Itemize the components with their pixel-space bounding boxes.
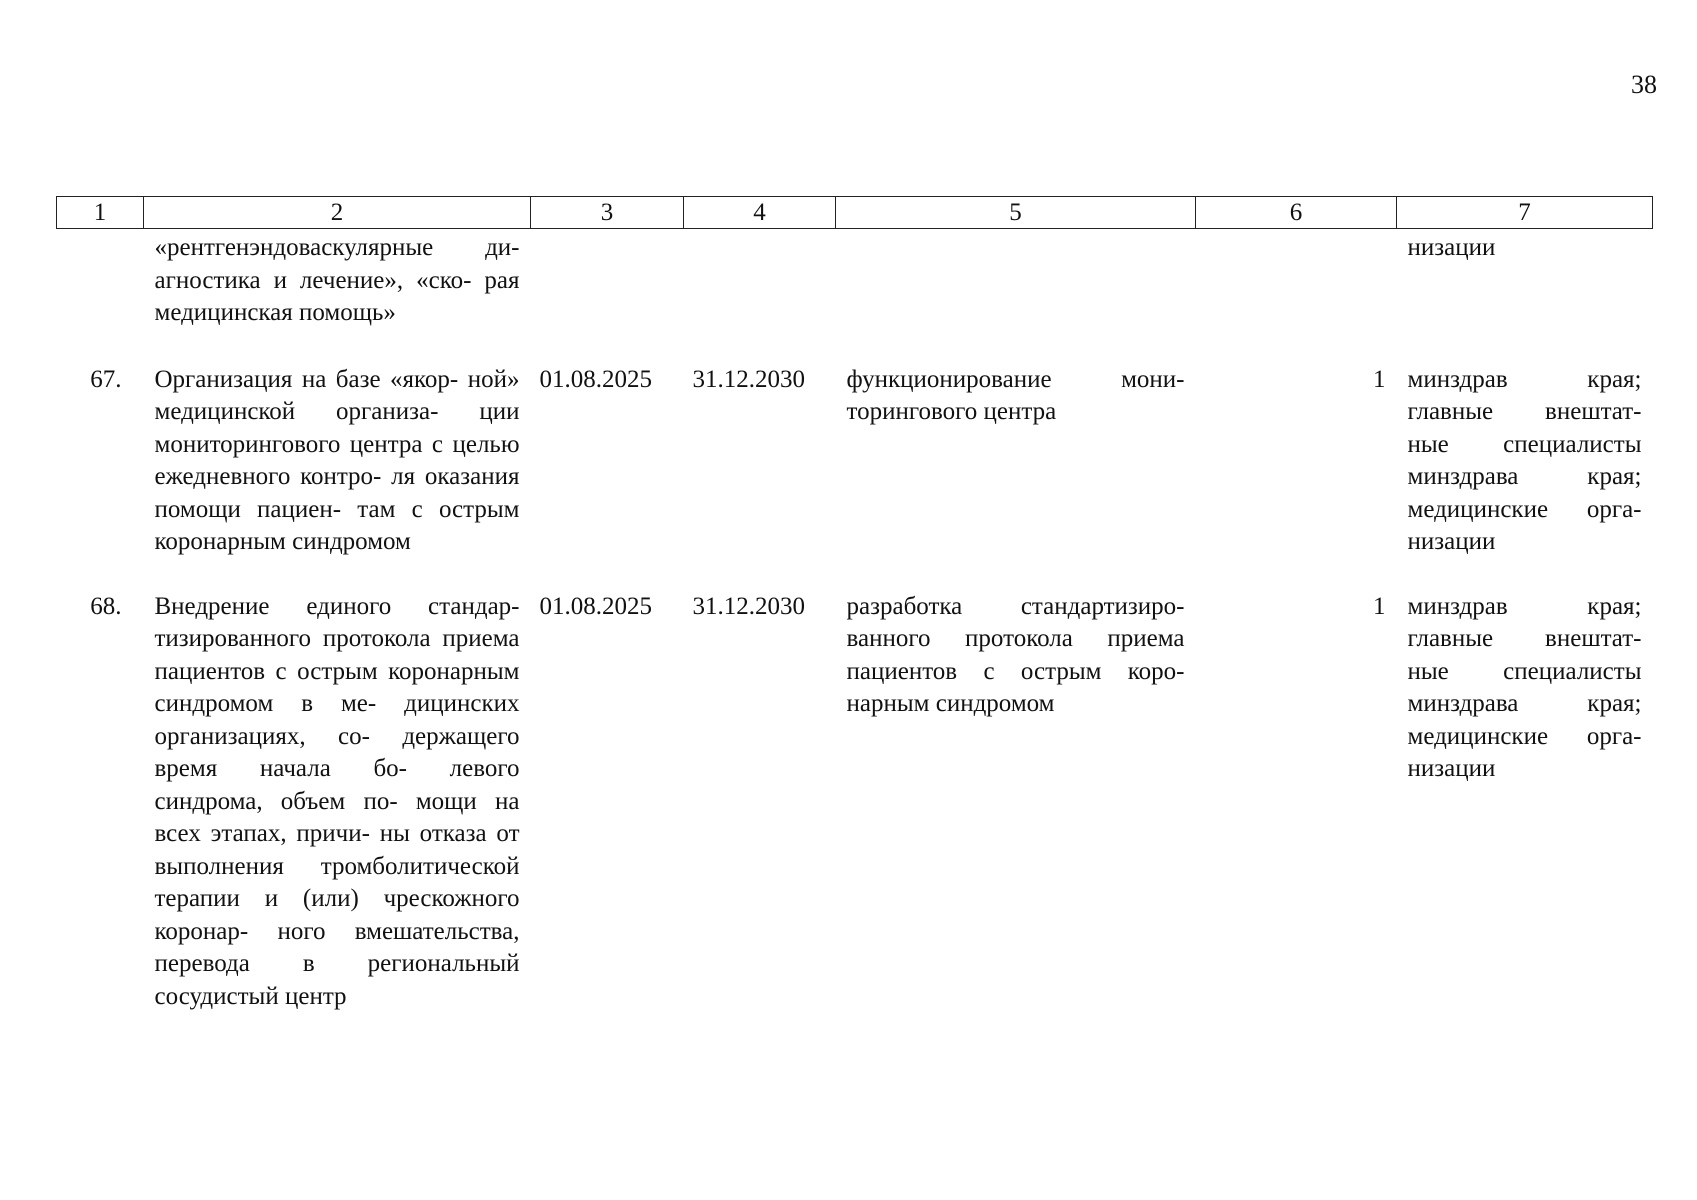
continuation-number-cell bbox=[57, 229, 144, 364]
column-number-header-row bbox=[57, 197, 1653, 229]
text-line: с целью ежедневного контро- bbox=[154, 430, 520, 490]
text-line: минздрав края; bbox=[1407, 592, 1642, 620]
page-number: 38 bbox=[1631, 70, 1657, 99]
text-line: синдромом bbox=[292, 528, 411, 555]
end-date: 31.12.2030 bbox=[692, 365, 805, 393]
text-line: главные внештат- bbox=[1407, 625, 1642, 652]
text-line: в региональный сосудистый bbox=[154, 950, 520, 1010]
column-header-3: 3 bbox=[531, 197, 684, 229]
continuation-description bbox=[144, 229, 531, 364]
quantity: 1 bbox=[1373, 365, 1386, 393]
text-line: агностика и лечение», «ско- bbox=[154, 266, 472, 294]
continuation-end-cell bbox=[684, 229, 836, 364]
responsible-executors bbox=[1397, 364, 1653, 591]
column-header-2: 2 bbox=[144, 197, 531, 229]
text-line: ции мониторингового центра bbox=[154, 398, 520, 458]
column-header-6: 6 bbox=[1196, 197, 1397, 229]
text-line: держащего время начала бо- bbox=[154, 722, 520, 782]
text-line: медицинские орга- bbox=[1407, 722, 1642, 750]
text-line: ные специалисты bbox=[1407, 430, 1642, 458]
row-number: 68. bbox=[90, 592, 122, 620]
text-line: минздрав края; bbox=[1407, 365, 1642, 393]
quantity: 1 bbox=[1373, 592, 1386, 620]
text-line: ного вмешательства, перевода bbox=[154, 917, 520, 977]
responsible-executors bbox=[1397, 591, 1653, 1046]
text-line: Организация на базе «якор- bbox=[154, 365, 459, 393]
text-line: дицинских организациях, со- bbox=[154, 690, 520, 750]
text-line: коронарным синдромом в ме- bbox=[154, 657, 520, 717]
text-line: центр bbox=[284, 982, 347, 1010]
continuation-row bbox=[57, 229, 1653, 364]
continuation-responsible bbox=[1397, 229, 1653, 364]
continuation-quantity-cell bbox=[1196, 229, 1397, 364]
text-line: мощи на всех этапах, причи- bbox=[154, 787, 520, 847]
measure-description bbox=[144, 591, 531, 1046]
text-line: функционирование мони- bbox=[846, 365, 1185, 393]
text-line: тромболитической терапии и bbox=[154, 852, 520, 912]
text-line: разработка стандартизиро- bbox=[846, 592, 1185, 620]
expected-result bbox=[836, 591, 1196, 1046]
start-date: 01.08.2025 bbox=[539, 365, 652, 393]
continuation-start-cell bbox=[531, 229, 684, 364]
text-line: приема пациентов с острым bbox=[154, 625, 520, 685]
text-line: пациентов с острым коро- bbox=[846, 657, 1185, 685]
end-date: 31.12.2030 bbox=[692, 592, 805, 620]
table-row bbox=[57, 591, 1653, 1046]
measures-table bbox=[56, 196, 1653, 1045]
text-line: главные внештат- bbox=[1407, 398, 1642, 425]
column-header-5: 5 bbox=[836, 197, 1196, 229]
text-line: нарным синдромом bbox=[846, 690, 1055, 717]
text-line: Внедрение единого стандар- bbox=[154, 592, 520, 620]
column-header-1: 1 bbox=[57, 197, 144, 229]
text-line: тизированного протокола bbox=[154, 625, 431, 652]
text-line: (или) чрескожного коронар- bbox=[154, 885, 520, 945]
text-line: ной» медицинской организа- bbox=[154, 365, 520, 425]
text-line: минздрава края; bbox=[1407, 463, 1642, 490]
start-date: 01.08.2025 bbox=[539, 592, 652, 620]
table-row bbox=[57, 364, 1653, 591]
text-line: низации bbox=[1407, 234, 1496, 261]
row-number: 67. bbox=[90, 365, 122, 393]
text-line: левого синдрома, объем по- bbox=[154, 755, 520, 815]
column-header-7: 7 bbox=[1397, 197, 1653, 229]
text-line: рая медицинская помощь» bbox=[154, 266, 520, 326]
text-line: ванного протокола приема bbox=[846, 625, 1185, 652]
column-header-4: 4 bbox=[684, 197, 836, 229]
text-line: ля оказания помощи пациен- bbox=[154, 463, 520, 523]
expected-result bbox=[836, 364, 1196, 591]
text-line: низации bbox=[1407, 755, 1496, 782]
text-line: ны отказа от выполнения bbox=[154, 820, 520, 880]
text-line: медицинские орга- bbox=[1407, 495, 1642, 523]
measure-description bbox=[144, 364, 531, 591]
text-line: там с острым коронарным bbox=[154, 495, 520, 555]
text-line: «рентгенэндоваскулярные ди- bbox=[154, 234, 520, 261]
text-line: торингового центра bbox=[846, 398, 1057, 425]
text-line: ные специалисты bbox=[1407, 657, 1642, 685]
continuation-result-cell bbox=[836, 229, 1196, 364]
text-line: низации bbox=[1407, 528, 1496, 555]
text-line: минздрава края; bbox=[1407, 690, 1642, 717]
